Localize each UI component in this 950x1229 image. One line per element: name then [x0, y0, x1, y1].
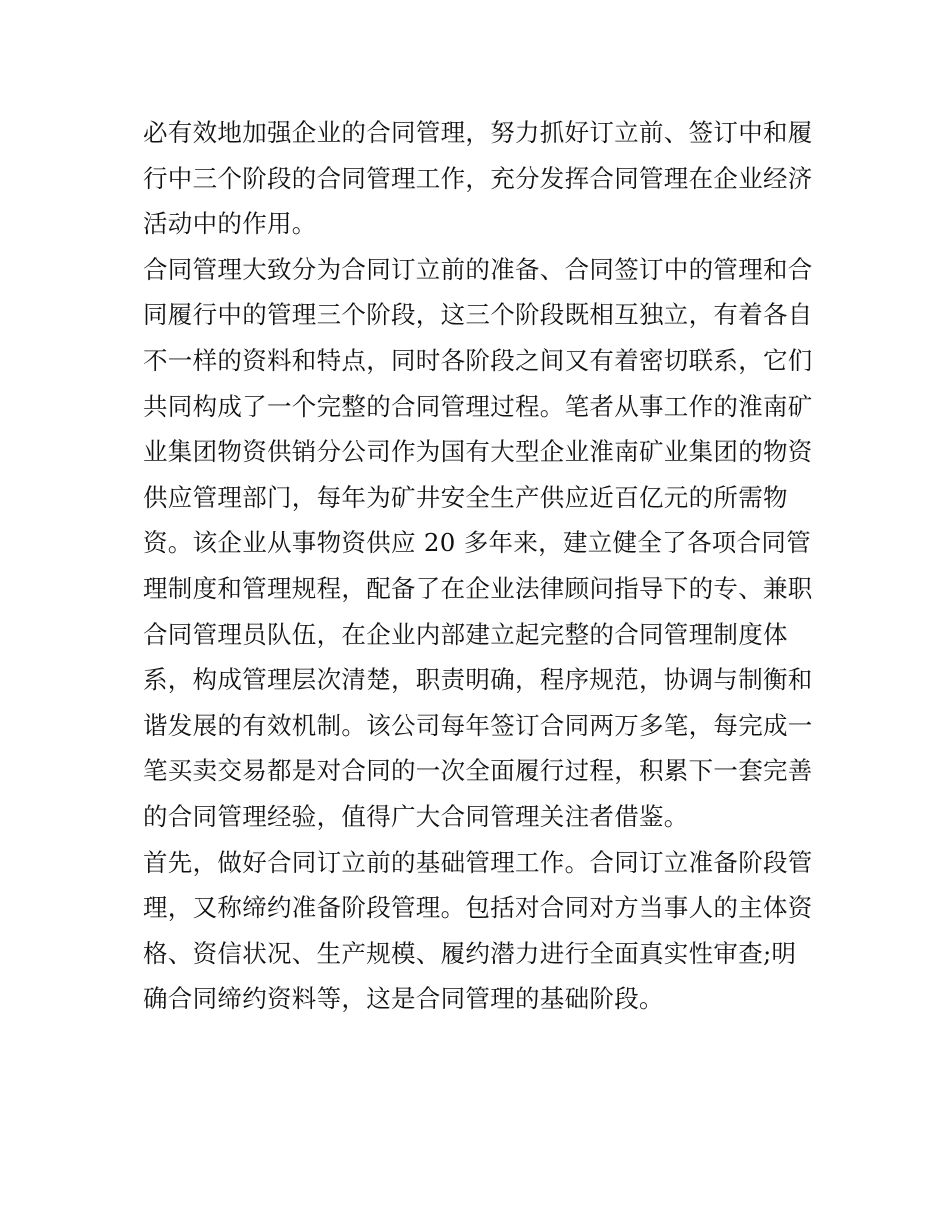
text-line: 合同管理员队伍，在企业内部建立起完整的合同管理制度体 [143, 619, 788, 649]
text-line: 首先，做好合同订立前的基础管理工作。合同订立准备阶段管 [143, 847, 813, 877]
document-body [143, 110, 813, 1022]
text-line: 理，又称缔约准备阶段管理。包括对合同对方当事人的主体资 [143, 893, 813, 923]
paragraph-1 [143, 110, 813, 247]
text-line: 确合同缔约资料等，这是合同管理的基础阶段。 [143, 984, 664, 1014]
text-line: 谐发展的有效机制。该公司每年签订合同两万多笔，每完成一 [143, 710, 813, 740]
text-line: 必有效地加强企业的合同管理，努力抓好订立前、签订中和履 [143, 118, 813, 147]
text-line: 格、资信状况、生产规模、履约潜力进行全面真实性审查;明 [143, 938, 797, 968]
text-line: 业集团物资供销分公司作为国有大型企业淮南矿业集团的物资 [143, 437, 813, 467]
text-line: 同履行中的管理三个阶段，这三个阶段既相互独立，有着各自 [143, 300, 813, 330]
text-line: 的合同管理经验，值得广大合同管理关注者借鉴。 [143, 801, 689, 831]
text-line: 供应管理部门，每年为矿井安全生产供应近百亿元的所需物 [143, 482, 788, 512]
text-line: 笔买卖交易都是对合同的一次全面履行过程，积累下一套完善 [143, 756, 813, 786]
text-line: 不一样的资料和特点，同时各阶段之间又有着密切联系，它们 [143, 345, 813, 375]
text-line: 系，构成管理层次清楚，职责明确，程序规范，协调与制衡和 [143, 665, 813, 695]
text-line: 共同构成了一个完整的合同管理过程。笔者从事工作的淮南矿 [143, 391, 813, 421]
text-line: 理制度和管理规程，配备了在企业法律顾问指导下的专、兼职 [143, 573, 813, 603]
text-line: 合同管理大致分为合同订立前的准备、合同签订中的管理和合 [143, 254, 813, 284]
paragraph-3 [143, 840, 813, 1022]
text-line: 活动中的作用。 [143, 209, 317, 239]
text-line: 行中三个阶段的合同管理工作，充分发挥合同管理在企业经济 [143, 163, 813, 193]
paragraph-2 [143, 247, 813, 840]
text-line: 资。该企业从事物资供应 20 多年来，建立健全了各项合同管 [143, 528, 811, 558]
